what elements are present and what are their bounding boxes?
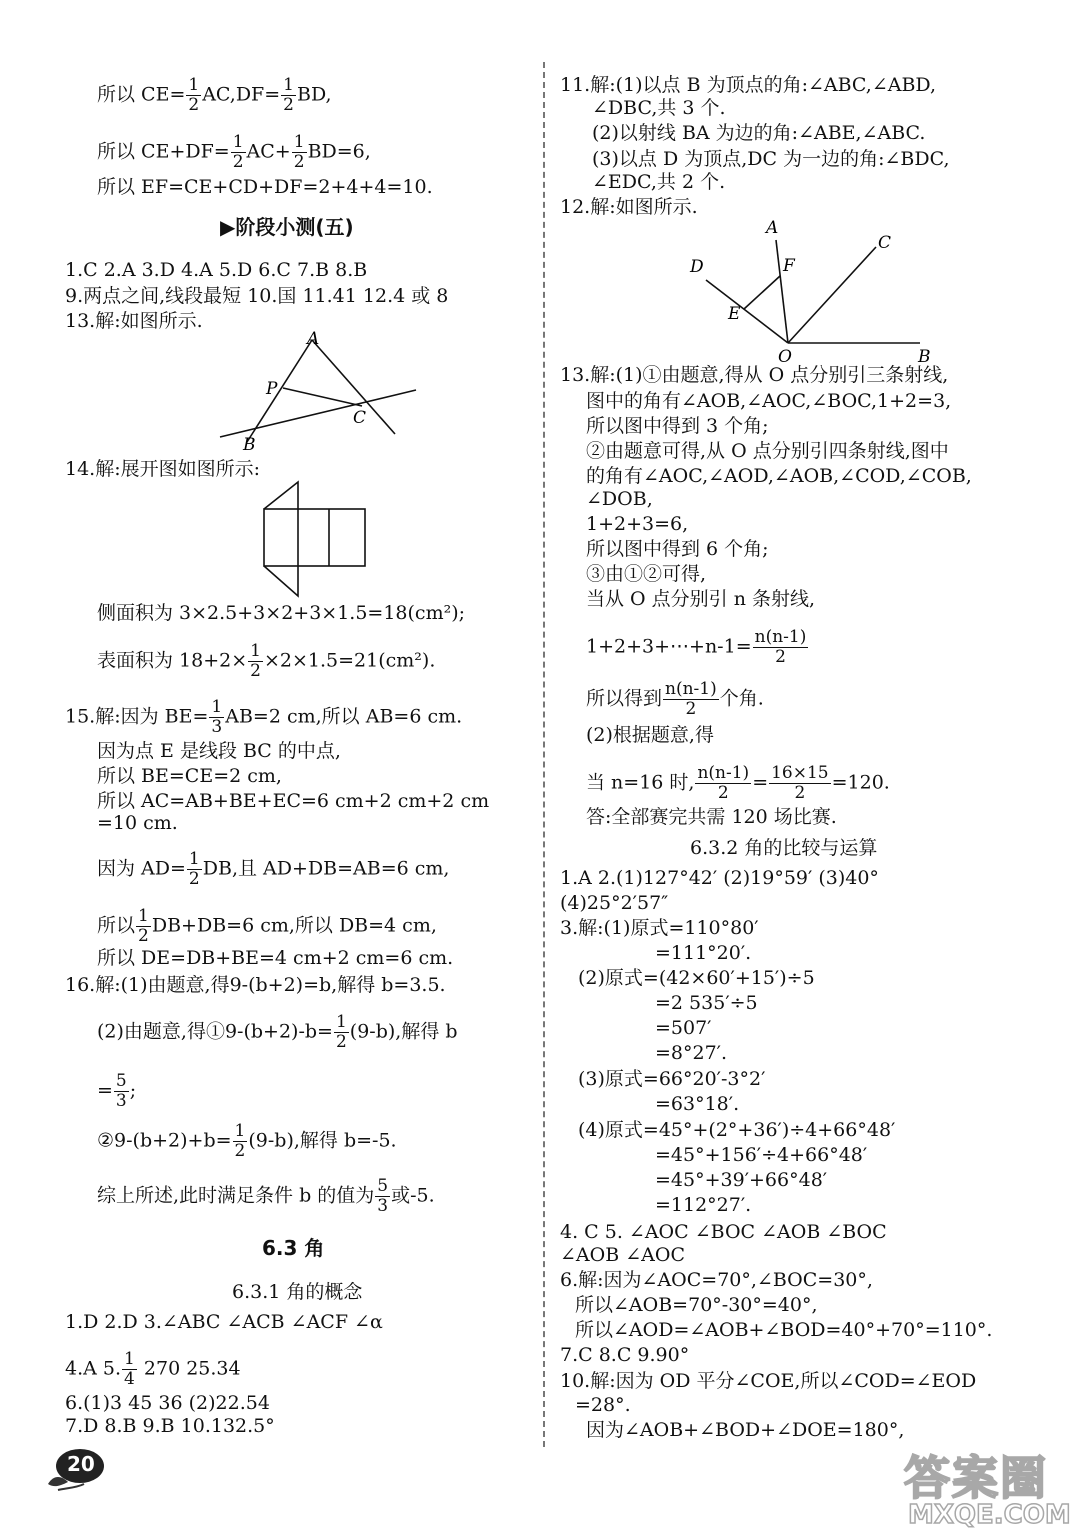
fraction: $\frac{n(n-1)}{2}$ bbox=[754, 627, 807, 667]
b-line7: =507′ bbox=[655, 1017, 712, 1039]
answers-1-8: 1.C 2.A 3.D 4.A 5.D 6.C 7.B 8.B bbox=[65, 259, 368, 281]
q15-line5: =10 cm. bbox=[97, 812, 178, 834]
line-ce-plus-df: 所以 CE+DF= $\frac{1}{2}$ AC+ $\frac{1}{2}$ BD=6, bbox=[97, 132, 371, 172]
b-line11: (4)原式=45°+(2°+36′)÷4+66°48′ bbox=[578, 1119, 896, 1141]
q13r-line3: 所以图中得到 3 个角; bbox=[586, 415, 769, 437]
fraction: $\frac{1}{3}$ bbox=[211, 697, 223, 737]
b-line3: 3.解:(1)原式=110°80′ bbox=[560, 917, 759, 939]
q16-line5: 综上所述,此时满足条件 b 的值为 $\frac{5}{3}$ 或-5. bbox=[97, 1176, 435, 1216]
q12-heading: 12.解:如图所示. bbox=[560, 196, 698, 218]
fraction: $\frac{1}{2}$ bbox=[283, 75, 294, 115]
q13r-line4: ②由题意可得,从 O 点分别引四条射线,图中 bbox=[586, 440, 949, 462]
section-title-stage-test: ▶阶段小测(五) bbox=[220, 215, 354, 239]
watermark-brand: 答案圈 bbox=[904, 1451, 1048, 1505]
b-line14: =112°27′. bbox=[655, 1194, 752, 1216]
side-area: 侧面积为 3×2.5+3×2+3×1.5=18(cm²); bbox=[97, 602, 466, 624]
q14-heading: 14.解:展开图如图所示: bbox=[65, 458, 261, 480]
q15-line2: 因为点 E 是线段 BC 的中点, bbox=[97, 740, 341, 762]
q13r-line10: 当从 O 点分别引 n 条射线, bbox=[586, 588, 816, 610]
label-p: P bbox=[266, 379, 278, 399]
fraction: $\frac{1}{2}$ bbox=[232, 132, 244, 172]
fraction: $\frac{1}{2}$ bbox=[138, 906, 149, 946]
q11-line3: (2)以射线 BA 为边的角:∠ABE,∠ABC. bbox=[592, 122, 926, 144]
segment-ab bbox=[247, 340, 312, 442]
b-line18: 所以∠AOB=70°-30°=40°, bbox=[575, 1294, 818, 1316]
b-line2: (4)25°2′57″ bbox=[560, 892, 669, 914]
watermark-url: MXQE.COM bbox=[908, 1500, 1071, 1530]
q15-line4: 所以 AC=AB+BE+EC=6 cm+2 cm+2 cm bbox=[97, 790, 490, 812]
q16-line4: ②9-(b+2)+b= $\frac{1}{2}$ (9-b),解得 b=-5. bbox=[97, 1121, 397, 1161]
fraction: $\frac{5}{3}$ bbox=[377, 1176, 389, 1216]
top-triangle bbox=[264, 482, 298, 509]
q15-line8: 所以 DE=DB+BE=4 cm+2 cm=6 cm. bbox=[97, 947, 454, 969]
bottom-triangle bbox=[264, 566, 298, 596]
fraction: $\frac{1}{2}$ bbox=[188, 849, 200, 889]
fraction: $\frac{1}{2}$ bbox=[335, 1012, 347, 1052]
fraction: $\frac{n(n-1)}{2}$ bbox=[697, 763, 750, 803]
fraction: $\frac{5}{3}$ bbox=[115, 1071, 127, 1111]
answers-631-2: 4.A 5. $\frac{1}{4}$ 270 25.34 bbox=[65, 1349, 241, 1389]
q13r-line9: ③由①②可得, bbox=[586, 563, 707, 585]
page-number-badge bbox=[40, 1444, 110, 1494]
q16-line3: = $\frac{5}{3}$ ; bbox=[97, 1071, 137, 1111]
q15-line3: 所以 BE=CE=2 cm, bbox=[97, 765, 282, 787]
b-line13: =45°+39′+66°48′ bbox=[655, 1169, 828, 1191]
line-bc bbox=[220, 390, 416, 437]
b-line22: =28°. bbox=[575, 1394, 631, 1416]
q11-line4: (3)以点 D 为顶点,DC 为一边的角:∠BDC, bbox=[592, 148, 950, 170]
label-f: F bbox=[783, 256, 795, 276]
b-line6: =2 535′÷5 bbox=[655, 992, 758, 1014]
q11-line5: ∠EDC,共 2 个. bbox=[592, 171, 726, 193]
surface-area: 表面积为 18+2× $\frac{1}{2}$ ×2×1.5=21(cm²). bbox=[97, 641, 436, 681]
page-number: 20 bbox=[67, 1452, 95, 1476]
q11-line1: 11.解:(1)以点 B 为顶点的角:∠ABC,∠ABD, bbox=[560, 74, 937, 96]
q11-line2: ∠DBC,共 3 个. bbox=[592, 97, 726, 119]
label-d: D bbox=[690, 257, 704, 277]
section-6-3-title: 6.3 角 bbox=[262, 1236, 325, 1260]
q13r-line5: 的角有∠AOC,∠AOD,∠AOB,∠COD,∠COB, bbox=[586, 465, 972, 487]
section-6-3-2-title: 6.3.2 角的比较与运算 bbox=[690, 837, 878, 859]
b-line20: 7.C 8.C 9.90° bbox=[560, 1344, 690, 1366]
b-line9: (3)原式=66°20′-3°2′ bbox=[578, 1068, 766, 1090]
q13r-line12: 所以得到 $\frac{n(n-1)}{2}$ 个角. bbox=[586, 679, 764, 719]
q13r-line1: 13.解:(1)①由题意,得从 O 点分别引三条射线, bbox=[560, 364, 949, 386]
b-line12: =45°+156′÷4+66°48′ bbox=[655, 1144, 868, 1166]
ray-oc bbox=[788, 247, 876, 343]
ray-od bbox=[706, 280, 788, 343]
b-line4: =111°20′. bbox=[655, 942, 752, 964]
q13-heading: 13.解:如图所示. bbox=[65, 310, 203, 332]
b-line10: =63°18′. bbox=[655, 1093, 740, 1115]
b-line17: 6.解:因为∠AOC=70°,∠BOC=30°, bbox=[560, 1269, 873, 1291]
label-b: B bbox=[918, 347, 931, 367]
fraction: $\frac{1}{2}$ bbox=[234, 1121, 246, 1161]
q13r-line15: 答:全部赛完共需 120 场比赛. bbox=[586, 806, 837, 828]
line-ce-df: 所以 CE= $\frac{1}{2}$ AC,DF= $\frac{1}{2}$ BD, bbox=[97, 75, 332, 115]
b-line15: 4. C 5. ∠AOC ∠BOC ∠AOB ∠BOC bbox=[560, 1221, 887, 1243]
q15-line7: 所以 $\frac{1}{2}$ DB+DB=6 cm,所以 DB=4 cm, bbox=[97, 906, 437, 946]
fraction: $\frac{1}{4}$ bbox=[124, 1349, 135, 1389]
label-b: B bbox=[243, 435, 256, 455]
label-a: A bbox=[307, 330, 320, 349]
segment-pc bbox=[283, 388, 362, 406]
label-c: C bbox=[353, 408, 367, 428]
b-line19: 所以∠AOD=∠AOB+∠BOD=40°+70°=110°. bbox=[575, 1319, 993, 1341]
answers-9-12: 9.两点之间,线段最短 10.国 11.41 12.4 或 8 bbox=[65, 285, 449, 307]
q13r-line7: 1+2+3=6, bbox=[586, 513, 689, 535]
q16-line2: (2)由题意,得①9-(b+2)-b= $\frac{1}{2}$ (9-b),解得 b bbox=[97, 1012, 458, 1052]
b-line21: 10.解:因为 OD 平分∠COE,所以∠COD=∠EOD bbox=[560, 1370, 977, 1392]
q15-line6: 因为 AD= $\frac{1}{2}$ DB,且 AD+DB=AB=6 cm, bbox=[97, 849, 450, 889]
lateral-rect bbox=[264, 509, 365, 566]
fraction: $\frac{1}{2}$ bbox=[250, 641, 261, 681]
b-line16: ∠AOB ∠AOC bbox=[560, 1244, 685, 1266]
b-line23: 因为∠AOB+∠BOD+∠DOE=180°, bbox=[586, 1419, 905, 1441]
fraction: $\frac{1}{2}$ bbox=[188, 75, 200, 115]
q15-line1: 15.解:因为 BE= $\frac{1}{3}$ AB=2 cm,所以 AB=6 cm. bbox=[65, 697, 463, 737]
column-divider bbox=[543, 62, 545, 1447]
q13r-line2: 图中的角有∠AOB,∠AOC,∠BOC,1+2=3, bbox=[586, 390, 952, 412]
b-line8: =8°27′. bbox=[655, 1042, 728, 1064]
segment-ef bbox=[744, 276, 780, 309]
watermark bbox=[900, 1442, 1072, 1532]
fraction: $\frac{16\times 15}{2}$ bbox=[771, 763, 829, 803]
q16-line1: 16.解:(1)由题意,得9-(b+2)=b,解得 b=3.5. bbox=[65, 974, 446, 996]
fraction: $\frac{1}{2}$ bbox=[293, 132, 305, 172]
q13r-line8: 所以图中得到 6 个角; bbox=[586, 538, 769, 560]
b-line1: 1.A 2.(1)127°42′ (2)19°59′ (3)40° bbox=[560, 867, 879, 889]
fraction: $\frac{n(n-1)}{2}$ bbox=[665, 679, 717, 719]
q13r-line14: 当 n=16 时, $\frac{n(n-1)}{2}$ = $\frac{16\times 15}{2}$ =120. bbox=[586, 763, 890, 803]
label-e: E bbox=[728, 304, 741, 324]
answers-631-4: 7.D 8.B 9.B 10.132.5° bbox=[65, 1415, 275, 1437]
q13r-line6: ∠DOB, bbox=[586, 488, 653, 510]
label-c: C bbox=[878, 233, 892, 253]
prism-net-diagram bbox=[258, 478, 373, 600]
label-a: A bbox=[766, 218, 779, 238]
label-o: O bbox=[778, 347, 792, 367]
b-line5: (2)原式=(42×60′+15′)÷5 bbox=[578, 967, 815, 989]
q13r-line11: 1+2+3+⋯+n-1= $\frac{n(n-1)}{2}$ bbox=[586, 627, 807, 667]
triangle-diagram bbox=[210, 330, 430, 455]
q13r-line13: (2)根据题意,得 bbox=[586, 724, 714, 746]
section-6-3-1-title: 6.3.1 角的概念 bbox=[232, 1281, 363, 1303]
answers-631-1: 1.D 2.D 3.∠ABC ∠ACB ∠ACF ∠α bbox=[65, 1311, 383, 1333]
line-ef: 所以 EF=CE+CD+DF=2+4+4=10. bbox=[97, 176, 433, 198]
answers-631-3: 6.(1)3 45 36 (2)22.54 bbox=[65, 1392, 270, 1414]
